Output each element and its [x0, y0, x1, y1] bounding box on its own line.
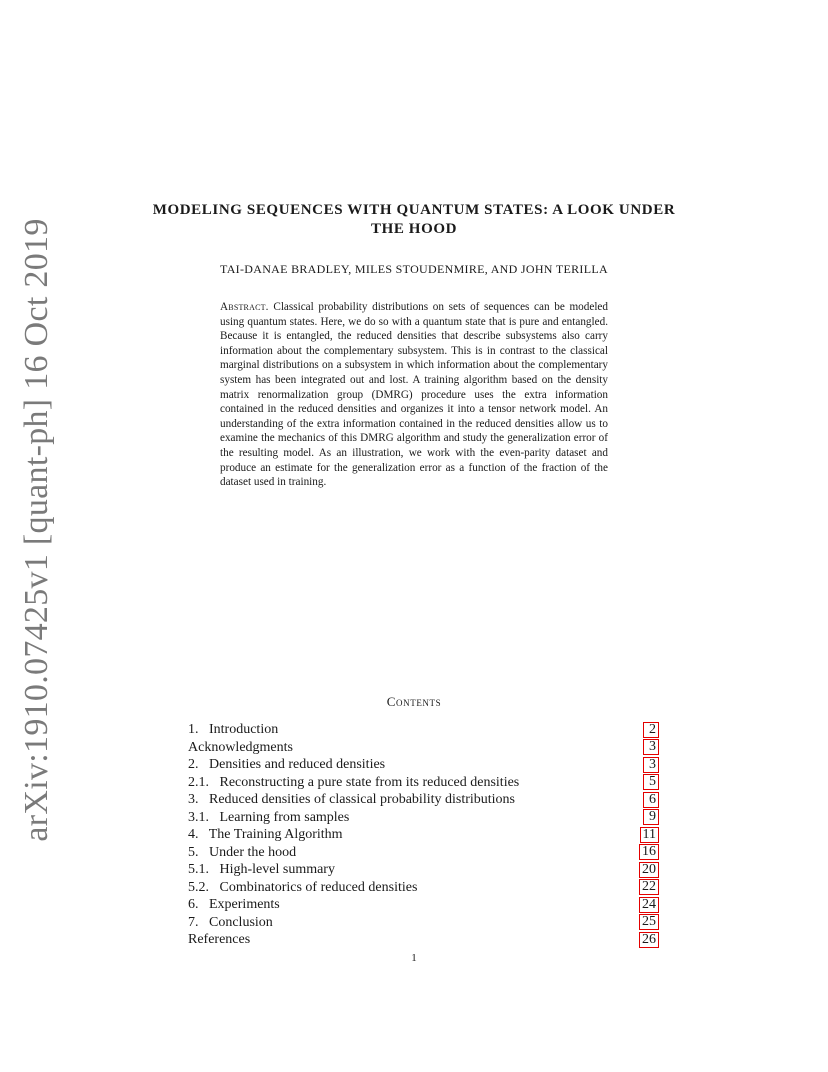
toc-page-link[interactable]: 26 [639, 932, 659, 948]
paper-title: MODELING SEQUENCES WITH QUANTUM STATES: A LOOK UNDER THE HOOD [152, 202, 676, 237]
page-number: 1 [411, 952, 417, 964]
toc-entry-label: References [188, 932, 251, 947]
toc-entry [188, 721, 659, 739]
contents-heading: Contents [386, 694, 442, 709]
arxiv-stamp: arXiv:1910.07425v1 [quant-ph] 16 Oct 2019 [18, 218, 55, 842]
toc-entry-label: 6. Experiments [188, 897, 280, 912]
toc-page-link[interactable]: 2 [643, 722, 659, 738]
toc-page-link[interactable]: 6 [643, 792, 659, 808]
toc-entry [188, 739, 659, 757]
toc-entry [188, 896, 659, 914]
toc-entry [188, 931, 659, 949]
toc-entry [188, 861, 659, 879]
abstract-text: Classical probability distributions on sets of sequences can be modeled using quantum states. Here, we do so with a quantum state that is pure and entangled. Because it is entangled, the reduced densities that describe subsystems also carry information about the complementary subsystem. This is in contrast to the classical marginal distributions on a subsystem in which information about the complementary system has been integrated out and lost. A training algorithm based on the density matrix renormalization group (DMRG) procedure uses the extra information contained in the reduced densities and organizes it into a tensor network model. An understanding of the extra information contained in the reduced densities allow us to examine the mechanics of this DMRG algorithm and study the generalization error of the resulting model. As an illustration, we work with the even-parity dataset and produce an estimate for the generalization error as a function of the fraction of the dataset used in training. [220, 301, 608, 489]
toc-entry-label: 7. Conclusion [188, 914, 273, 930]
abstract-heading: Abstract. [220, 301, 269, 313]
toc-page-link[interactable]: 20 [639, 862, 659, 878]
toc-entry [188, 791, 659, 809]
abstract [220, 300, 608, 490]
toc-entry [188, 774, 659, 792]
toc-page-link[interactable]: 9 [643, 809, 659, 825]
toc-entry-label: 1. Introduction [188, 722, 279, 737]
table-of-contents [188, 721, 659, 949]
toc-entry-label: 4. The Training Algorithm [188, 827, 343, 842]
toc-page-link[interactable]: 24 [639, 897, 659, 913]
toc-page-link[interactable]: 3 [643, 757, 659, 773]
toc-entry-label: 3.1. Learning from samples [188, 809, 350, 825]
toc-entry [188, 809, 659, 827]
toc-page-link[interactable]: 3 [643, 739, 659, 755]
toc-page-link[interactable]: 22 [639, 879, 659, 895]
toc-entry [188, 914, 659, 932]
toc-entry [188, 756, 659, 774]
toc-entry-label: 5.1. High-level summary [188, 862, 335, 877]
toc-entry-label: 3. Reduced densities of classical probability distributions [188, 792, 515, 807]
toc-entry-label: 2. Densities and reduced densities [188, 757, 386, 772]
toc-entry-label: 5.2. Combinatorics of reduced densities [188, 879, 418, 895]
toc-entry-label: Acknowledgments [188, 739, 293, 755]
author-list: TAI-DANAE BRADLEY, MILES STOUDENMIRE, AND JOHN TERILLA [220, 262, 608, 276]
toc-page-link[interactable]: 25 [639, 914, 659, 930]
toc-entry-label: 5. Under the hood [188, 844, 297, 860]
toc-entry [188, 879, 659, 897]
toc-page-link[interactable]: 11 [640, 827, 659, 843]
toc-page-link[interactable]: 16 [639, 844, 659, 860]
toc-entry-label: 2.1. Reconstructing a pure state from its reduced densities [188, 774, 520, 790]
toc-page-link[interactable]: 5 [643, 774, 659, 790]
toc-entry [188, 826, 659, 844]
toc-entry [188, 844, 659, 862]
